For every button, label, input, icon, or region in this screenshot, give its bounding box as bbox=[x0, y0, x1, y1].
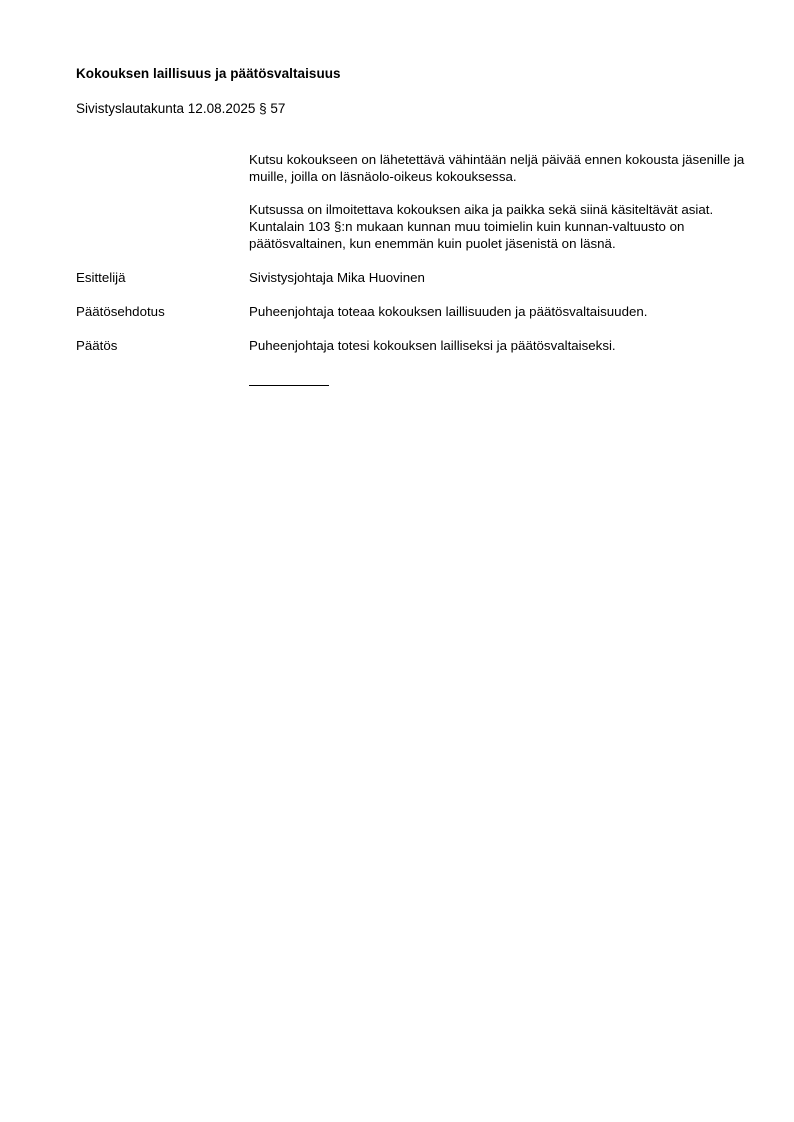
body-paragraph: Kutsu kokoukseen on lähetettävä vähintään neljä päivää ennen kokousta jäsenille ja muille, joilla on läsnäolo-oikeus kokouksessa. bbox=[249, 152, 745, 184]
body-paragraph: Kutsussa on ilmoitettava kokouksen aika ja paikka sekä siinä käsiteltävät asiat. Kuntalain 103 §:n mukaan kunnan muu toimielin kuin kunnan-valtuusto on päätösvaltainen, kun enemmän kuin puolet jäsenistä on läsnä. bbox=[249, 202, 714, 251]
end-rule-divider bbox=[249, 385, 329, 386]
meeting-reference: Sivistyslautakunta 12.08.2025 § 57 bbox=[76, 101, 286, 116]
document-title: Kokouksen laillisuus ja päätösvaltaisuus bbox=[76, 66, 341, 81]
decision-label: Päätös bbox=[76, 338, 118, 353]
presenter-label: Esittelijä bbox=[76, 270, 126, 285]
presenter-value: Sivistysjohtaja Mika Huovinen bbox=[249, 270, 425, 285]
proposal-label: Päätösehdotus bbox=[76, 304, 165, 319]
decision-value: Puheenjohtaja totesi kokouksen lailliseksi ja päätösvaltaiseksi. bbox=[249, 338, 616, 353]
proposal-value: Puheenjohtaja toteaa kokouksen laillisuuden ja päätösvaltaisuuden. bbox=[249, 304, 648, 319]
